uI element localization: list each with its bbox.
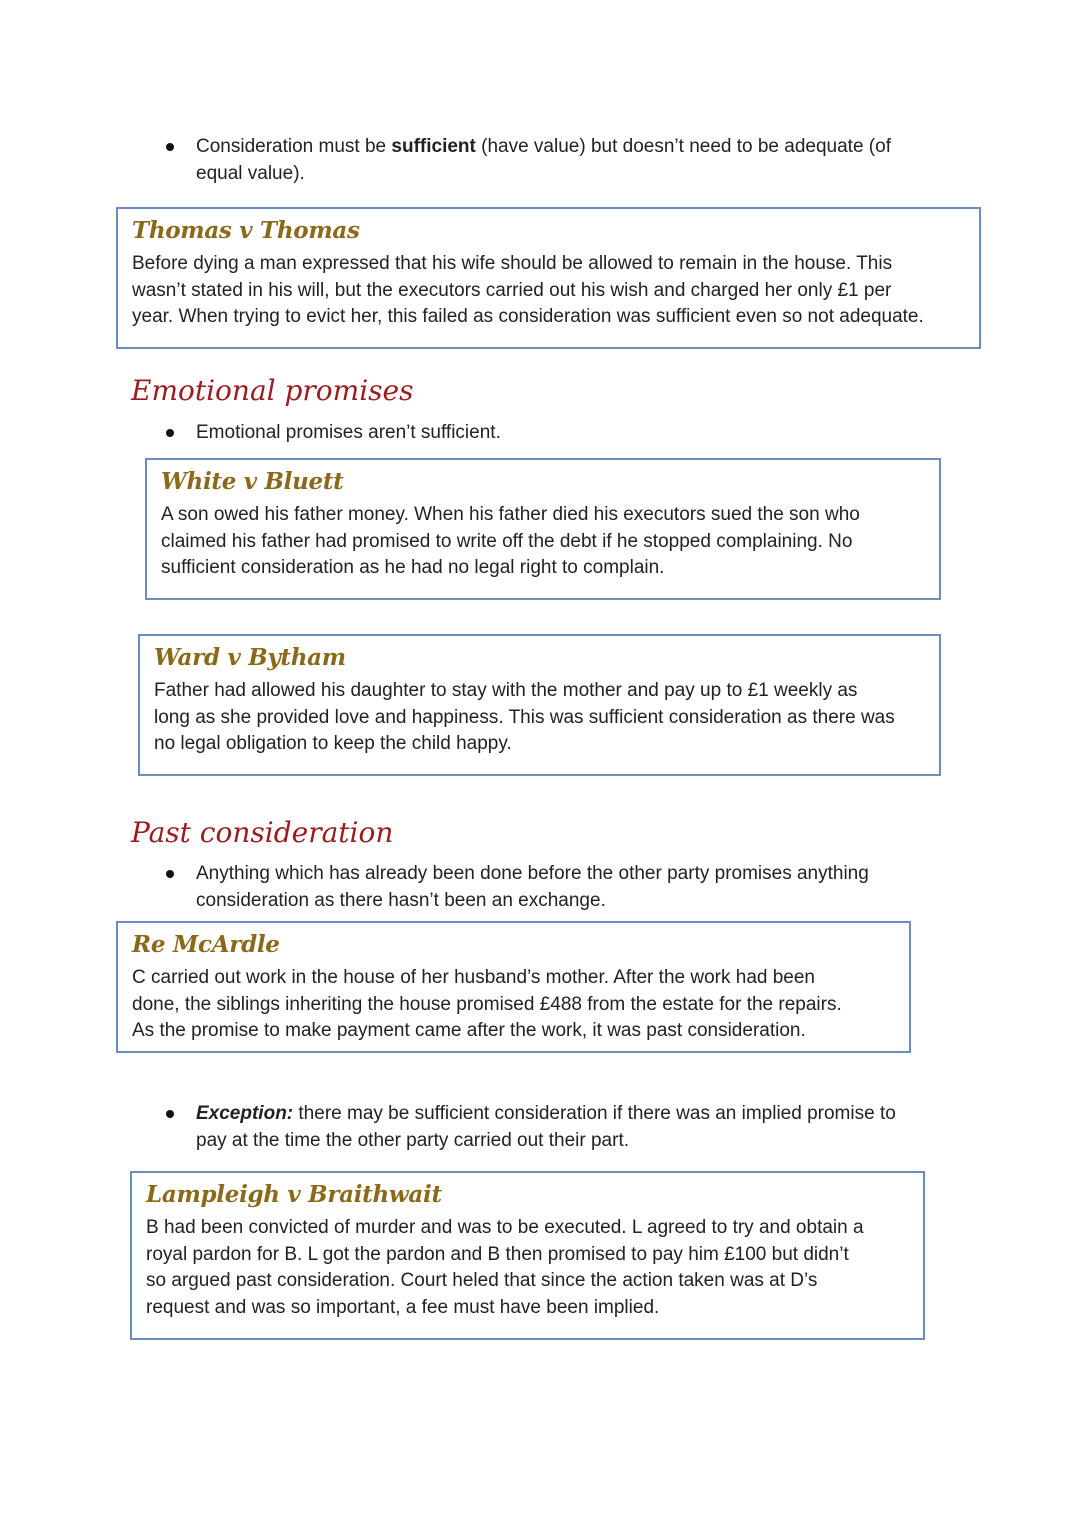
case-box-ward — [138, 634, 941, 776]
case-box-mcardle — [116, 921, 911, 1053]
bullet-dot — [166, 1110, 174, 1118]
case-line: A son owed his father money. When his father died his executors sued the son who — [161, 504, 860, 525]
case-title: Re McArdle — [132, 931, 280, 958]
exception-label: Exception: — [196, 1103, 294, 1124]
bullet-dot — [166, 870, 174, 878]
bullet-text — [196, 860, 869, 914]
case-box-thomas — [116, 207, 981, 349]
case-body — [154, 678, 895, 758]
case-box-white — [145, 458, 941, 600]
case-line: sufficient consideration as he had no legal right to complain. — [161, 557, 665, 578]
case-body — [132, 251, 924, 331]
case-title: Ward v Bytham — [154, 644, 346, 671]
case-body — [161, 502, 860, 582]
case-line: As the promise to make payment came after the work, it was past consideration. — [132, 1020, 806, 1041]
section-heading-emotional: Emotional promises — [131, 374, 414, 407]
bullet-line-2: equal value). — [196, 163, 305, 184]
case-line: long as she provided love and happiness. This was sufficient consideration as there was — [154, 706, 895, 728]
bold-term: sufficient — [391, 136, 476, 157]
case-title: Lampleigh v Braithwait — [146, 1181, 442, 1208]
bullet-line-2: consideration as there hasn’t been an exchange. — [196, 890, 606, 911]
case-line: wasn’t stated in his will, but the executors carried out his wish and charged her only £1 per — [132, 279, 892, 301]
case-line: Father had allowed his daughter to stay with the mother and pay up to £1 weekly as — [154, 680, 858, 701]
bullet-line-1 — [196, 133, 891, 160]
case-body — [146, 1215, 864, 1321]
bullet-dot — [166, 143, 174, 151]
case-title: White v Bluett — [161, 468, 344, 495]
case-line: no legal obligation to keep the child happy. — [154, 733, 512, 754]
case-title: Thomas v Thomas — [132, 217, 360, 244]
text-fragment: (have value) but doesn’t need to be adequate (of — [475, 136, 891, 157]
case-line: royal pardon for B. L got the pardon and B then promised to pay him £100 but didn’t — [146, 1243, 849, 1265]
case-body — [132, 965, 842, 1045]
bullet-line-1 — [196, 1100, 896, 1127]
section-heading-past: Past consideration — [131, 816, 394, 849]
case-line: C carried out work in the house of her husband’s mother. After the work had been — [132, 967, 815, 988]
bullet-line-2: pay at the time the other party carried out their part. — [196, 1130, 630, 1151]
case-line: request and was so important, a fee must have been implied. — [146, 1296, 660, 1318]
case-line: so argued past consideration. Court heled that since the action taken was at D’s — [146, 1270, 818, 1291]
case-line: claimed his father had promised to write off the debt if he stopped complaining. No — [161, 530, 853, 552]
text-fragment: Consideration must be — [196, 136, 392, 157]
bullet-text — [196, 1100, 896, 1154]
case-line: done, the siblings inheriting the house promised £488 from the estate for the repairs. — [132, 993, 842, 1015]
text-fragment: there may be sufficient consideration if there was an implied promise to — [293, 1103, 896, 1124]
bullet-text: Emotional promises aren’t sufficient. — [196, 422, 501, 443]
case-line: year. When trying to evict her, this failed as consideration was sufficient even so not adequate. — [132, 306, 924, 327]
bullet-text — [196, 133, 891, 187]
case-box-lampleigh — [130, 1171, 925, 1340]
bullet-line-1: Anything which has already been done before the other party promises anything — [196, 863, 869, 884]
case-line: Before dying a man expressed that his wife should be allowed to remain in the house. This — [132, 253, 893, 274]
bullet-dot — [166, 429, 174, 437]
case-line: B had been convicted of murder and was to be executed. L agreed to try and obtain a — [146, 1217, 864, 1238]
